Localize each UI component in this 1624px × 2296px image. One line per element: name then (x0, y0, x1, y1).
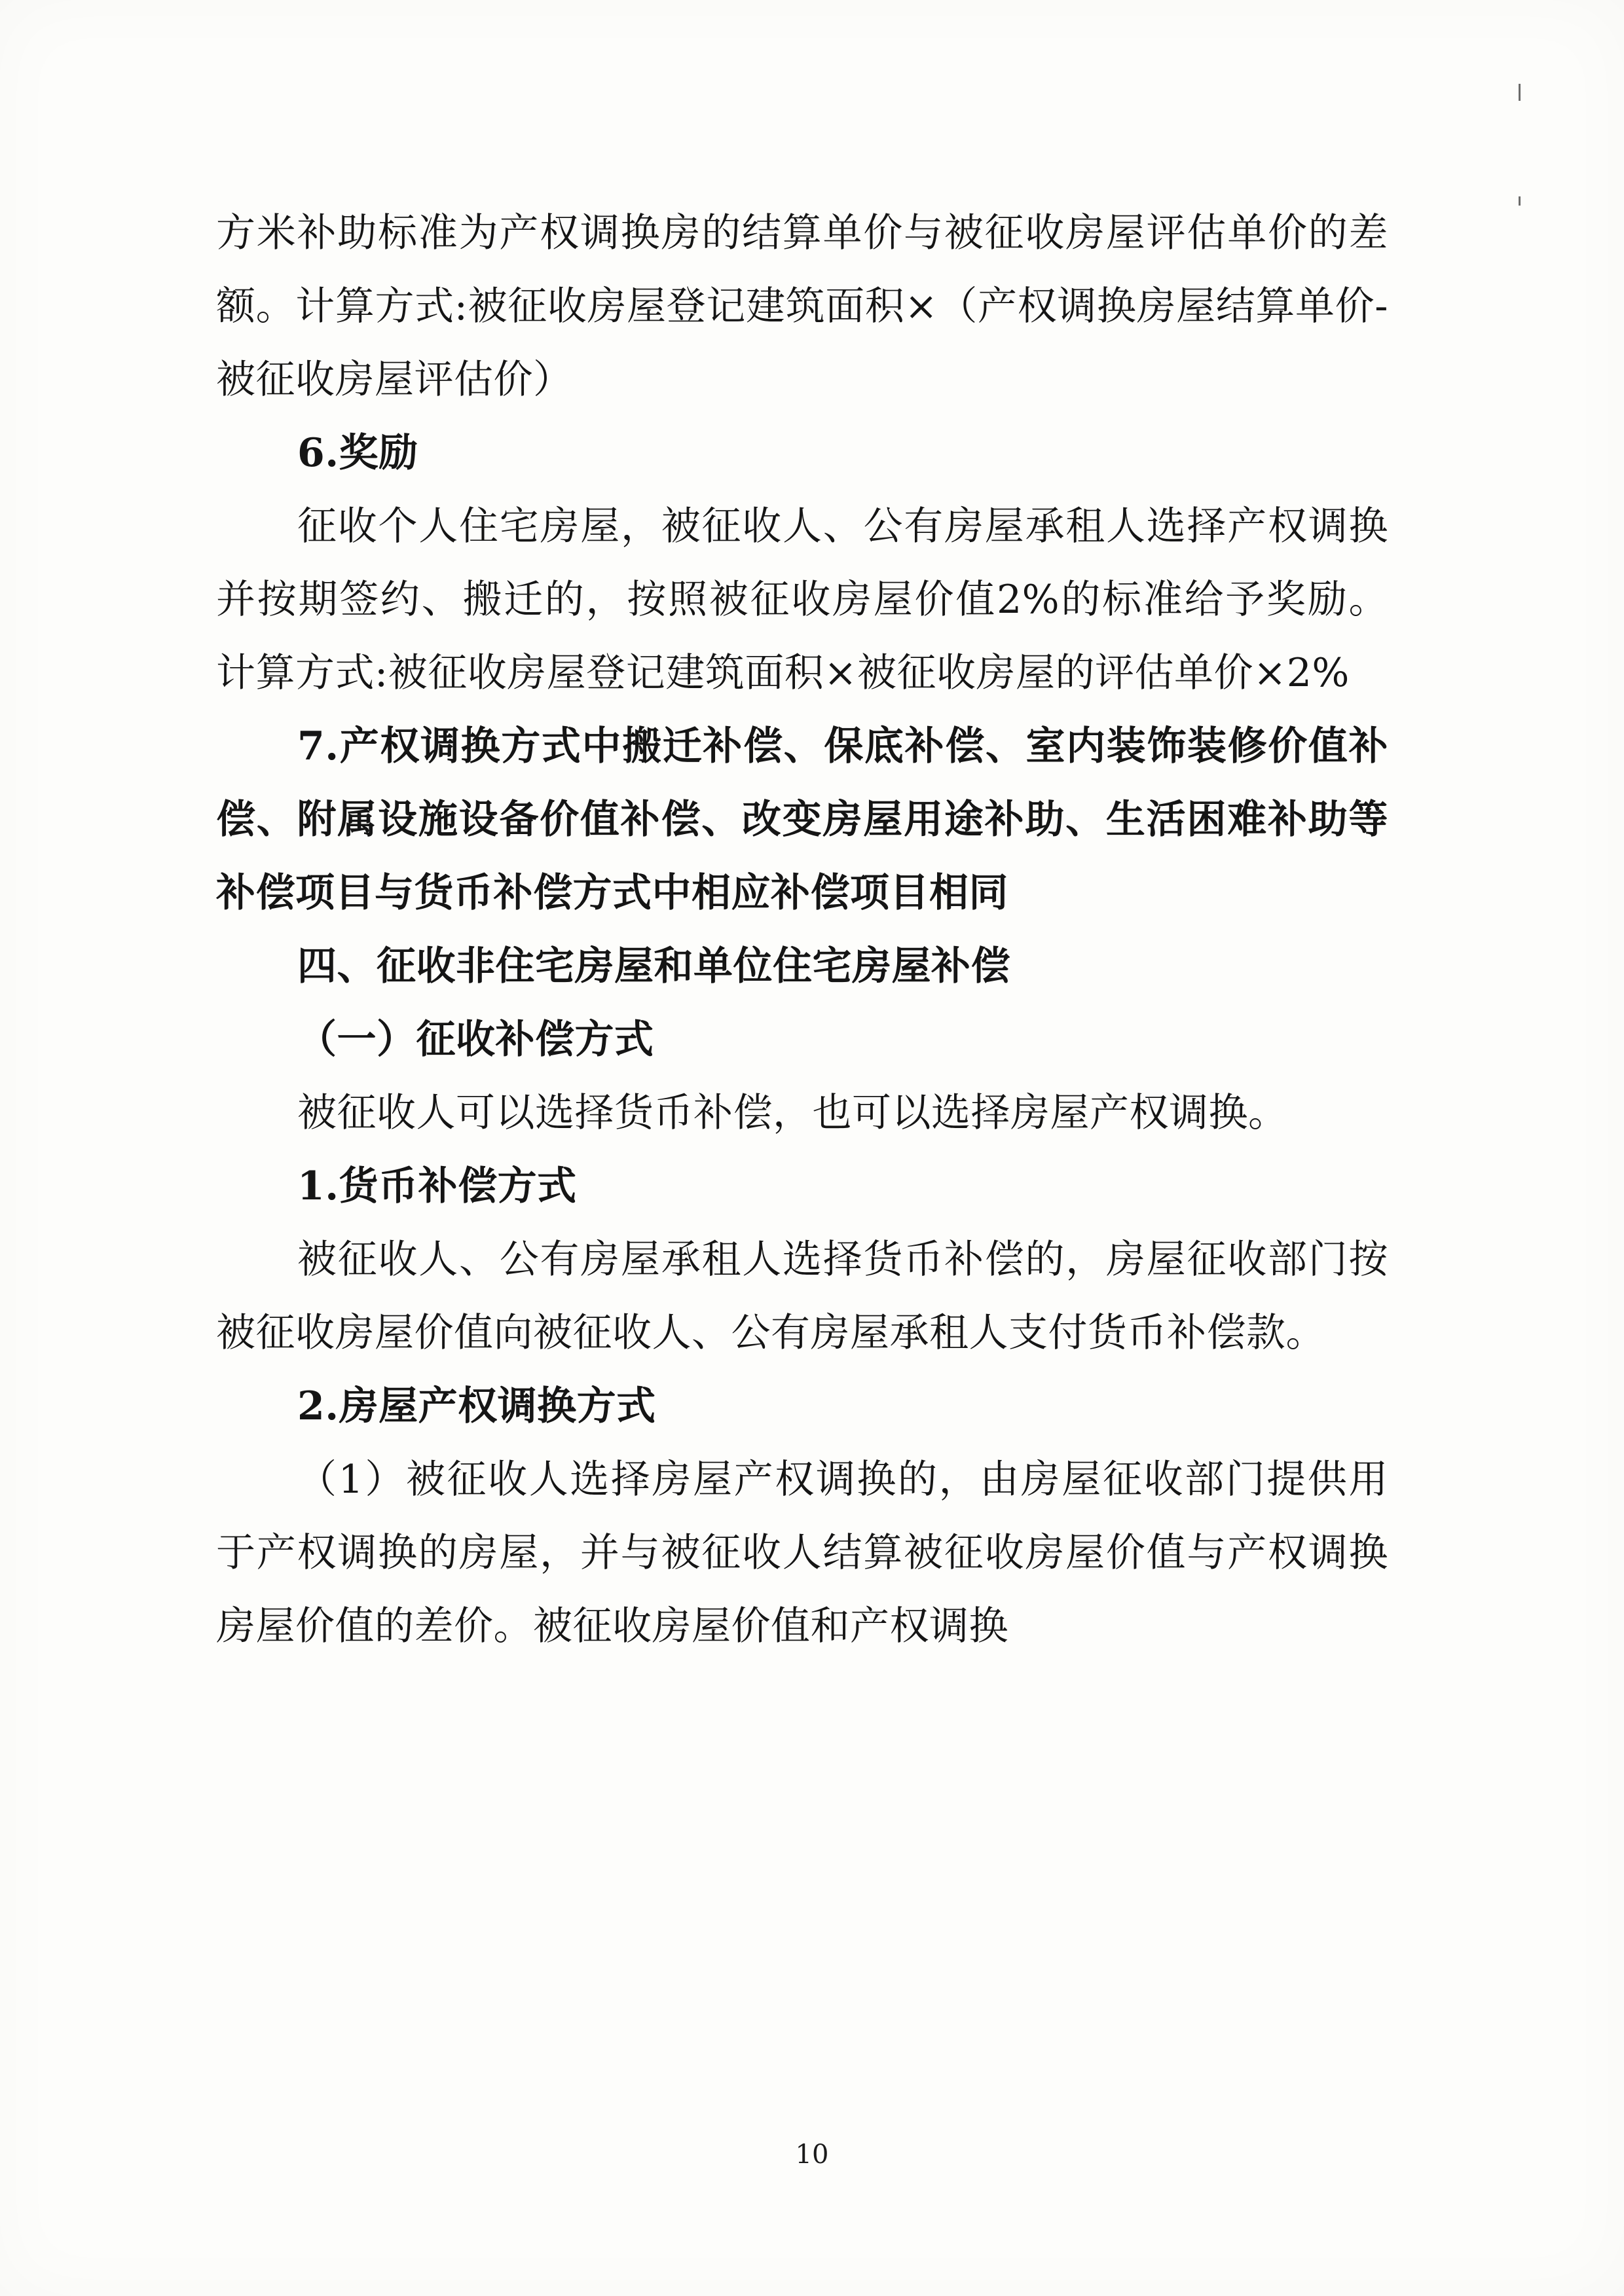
heading-property-exchange: 2.房屋产权调换方式 (297, 1383, 656, 1429)
paragraph-continuation: 方米补助标准为产权调换房的结算单价与被征收房屋评估单价的差额。计算方式:被征收房屋登记建筑面积×（产权调换房屋结算单价-被征收房屋评估价） (216, 210, 1388, 403)
heading-subsection-one: （一）征收补偿方式 (297, 1017, 654, 1063)
scan-artifact-mark (1519, 84, 1521, 101)
paragraph-property-exchange-detail: （1）被征收人选择房屋产权调换的，由房屋征收部门提供用于产权调换的房屋，并与被征收人结算被征收房屋价值与产权调换房屋价值的差价。被征收房屋价值和产权调换 (216, 1457, 1388, 1649)
page-number: 10 (795, 2140, 829, 2170)
paragraph-compensation-choice: 被征收人可以选择货币补偿，也可以选择房屋产权调换。 (297, 1090, 1288, 1136)
paragraph-reward-detail: 征收个人住宅房屋，被征收人、公有房屋承租人选择产权调换并按期签约、搬迁的，按照被征收房屋价值2%的标准给予奖励。计算方式:被征收房屋登记建筑面积×被征收房屋的评估单价×2% (216, 503, 1388, 696)
document-body (216, 196, 1388, 1663)
scan-artifact-mark (1519, 196, 1521, 206)
heading-section-four: 四、征收非住宅房屋和单位住宅房屋补偿 (297, 943, 1010, 989)
heading-currency-compensation: 1.货币补偿方式 (297, 1163, 577, 1209)
paragraph-currency-compensation-detail: 被征收人、公有房屋承租人选择货币补偿的，房屋征收部门按被征收房屋价值向被征收人、公有房屋承租人支付货币补偿款。 (216, 1237, 1388, 1356)
heading-item-seven: 7.产权调换方式中搬迁补偿、保底补偿、室内装饰装修价值补偿、附属设施设备价值补偿、改变房屋用途补助、生活困难补助等补偿项目与货币补偿方式中相应补偿项目相同 (216, 723, 1388, 916)
heading-reward: 6.奖励 (297, 430, 418, 476)
